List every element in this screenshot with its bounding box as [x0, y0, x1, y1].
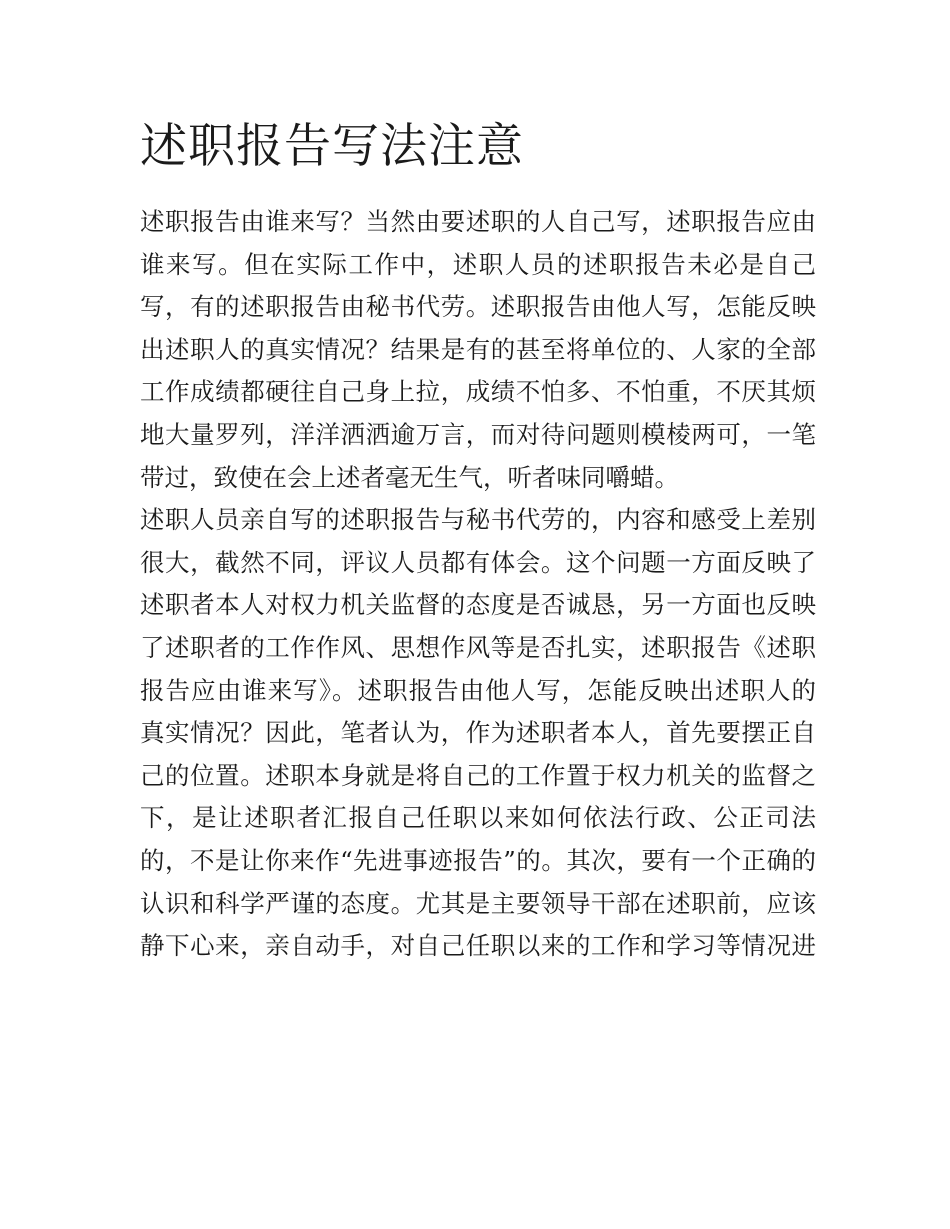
text-line: 述职者本人对权力机关监督的态度是否诚恳，另一方面也反映 [140, 590, 816, 620]
text-line: 了述职者的工作作风、思想作风等是否扎实，述职报告《述职 [140, 632, 816, 662]
paragraph-1 [140, 201, 816, 499]
document-title: 述职报告写法注意 [140, 119, 524, 174]
text-line: 报告应由谁来写》。述职报告由他人写，怎能反映出述职人的 [140, 675, 816, 705]
text-line: 述职人员亲自写的述职报告与秘书代劳的，内容和感受上差别 [140, 505, 816, 535]
text-line: 谁来写。但在实际工作中，述职人员的述职报告未必是自己 [140, 249, 816, 279]
document-body [140, 201, 816, 968]
text-line: 写，有的述职报告由秘书代劳。述职报告由他人写，怎能反映 [140, 292, 816, 322]
text-line: 述职报告由谁来写？当然由要述职的人自己写，述职报告应由 [140, 207, 816, 236]
text-line: 静下心来，亲自动手，对自己任职以来的工作和学习等情况进 [140, 931, 816, 961]
text-line: 工作成绩都硬往自己身上拉，成绩不怕多、不怕重，不厌其烦 [140, 377, 816, 407]
text-line: 的，不是让你来作“先进事迹报告”的。其次，要有一个正确的 [140, 845, 816, 875]
text-line: 下，是让述职者汇报自己任职以来如何依法行政、公正司法 [140, 803, 816, 833]
text-line: 真实情况？因此，笔者认为，作为述职者本人，首先要摆正自 [140, 718, 816, 748]
text-line: 带过，致使在会上述者毫无生气，听者味同嚼蜡。 [140, 462, 679, 492]
text-line: 地大量罗列，洋洋洒洒逾万言，而对待问题则模棱两可，一笔 [140, 419, 816, 449]
text-line: 己的位置。述职本身就是将自己的工作置于权力机关的监督之 [140, 760, 816, 790]
text-line: 出述职人的真实情况？结果是有的甚至将单位的、人家的全部 [140, 334, 816, 364]
paragraph-2 [140, 499, 816, 968]
text-line: 认识和科学严谨的态度。尤其是主要领导干部在述职前，应该 [140, 888, 816, 918]
text-line: 很大，截然不同，评议人员都有体会。这个问题一方面反映了 [140, 547, 816, 577]
